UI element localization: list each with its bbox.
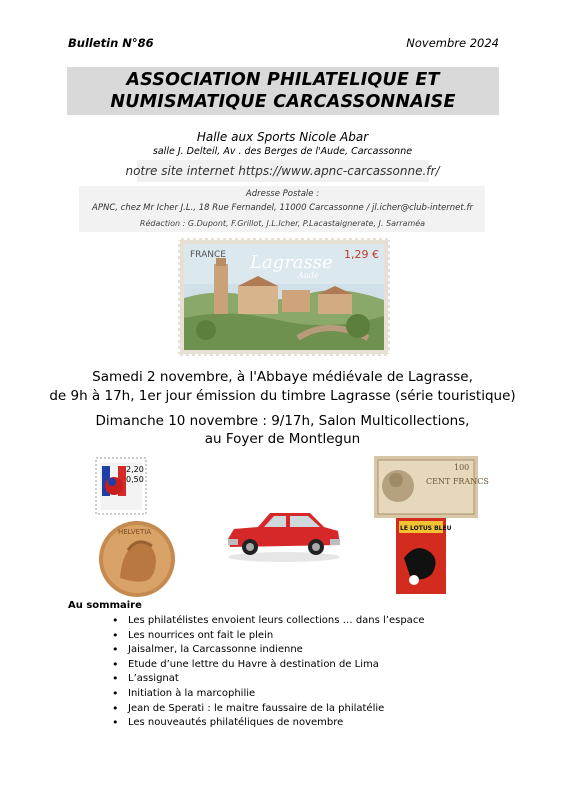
stamp-price: 1,29 € [344, 248, 379, 261]
sommaire-title: Au sommaire [68, 600, 142, 611]
sommaire-item: • Etude d’une lettre du Havre à destination de Lima [112, 658, 424, 673]
small-stamp-value: 2,20 [126, 465, 144, 474]
lagrasse-stamp-image [178, 238, 390, 356]
sommaire-item: • Initiation à la marcophilie [112, 687, 424, 702]
comic-book-image [396, 518, 452, 594]
postal-address: APNC, chez Mr Icher J.L., 18 Rue Fernandel, 11000 Carcassonne / jl.icher@club-internet.fr [92, 203, 473, 213]
venue-address: salle J. Delteil, Av . des Berges de l'Aude, Carcassonne [152, 146, 413, 157]
sommaire-item: • Jean de Sperati : le maitre faussaire de la philatélie [112, 702, 424, 717]
event-saturday-line-1: Samedi 2 novembre, à l'Abbaye médiévale de Lagrasse, [92, 369, 473, 385]
venue-name: Halle aux Sports Nicole Abar [196, 130, 369, 144]
comic-title: LE LOTUS BLEU [400, 525, 452, 532]
event-sunday-line-2: au Foyer de Montlegun [204, 431, 361, 447]
bulletin-date: Novembre 2024 [406, 36, 499, 50]
coin-text: HELVETIA [118, 528, 152, 536]
title-line-2: NUMISMATIQUE CARCASSONNAISE [110, 92, 456, 112]
banknote-image [374, 456, 489, 518]
banknote-value: 100 [454, 463, 470, 472]
sommaire-item: • Jaisalmer, la Carcassonne indienne [112, 643, 424, 658]
postal-label: Adresse Postale : [245, 189, 320, 199]
sommaire-item: • Les nourrices ont fait le plein [112, 629, 424, 644]
redaction-credits: Rédaction : G.Dupont, F.Grillot, J.L.Icher, P.Lacastaignerate, J. Sarraméa [139, 219, 426, 228]
website-link[interactable]: notre site internet https://www.apnc-carcassonne.fr/ [125, 164, 440, 178]
association-title-box [67, 67, 499, 115]
stamp-region: Aude [298, 271, 319, 280]
sommaire-list [112, 614, 424, 731]
gold-coin-image [98, 520, 176, 598]
title-line-1: ASSOCIATION PHILATELIQUE ET [126, 70, 440, 90]
stamp-country: FRANCE [190, 250, 226, 260]
sommaire-item: • Les philatélistes envoient leurs collections … dans l’espace [112, 614, 424, 629]
event-saturday-line-2: de 9h à 17h, 1er jour émission du timbre Lagrasse (série touristique) [49, 388, 516, 404]
sommaire-item: • L’assignat [112, 672, 424, 687]
event-sunday-line-1: Dimanche 10 novembre : 9/17h, Salon Multicollections, [95, 413, 470, 429]
stamp-name: Lagrasse [250, 252, 333, 273]
small-stamp-image [96, 458, 146, 514]
sommaire-item: • Les nouveautés philatéliques de novembre [112, 716, 424, 731]
bulletin-number: Bulletin N°86 [68, 36, 154, 50]
red-toy-car-image [224, 505, 344, 563]
banknote-text: CENT FRANCS [426, 477, 489, 486]
small-stamp-value2: 0,50 [126, 475, 144, 484]
